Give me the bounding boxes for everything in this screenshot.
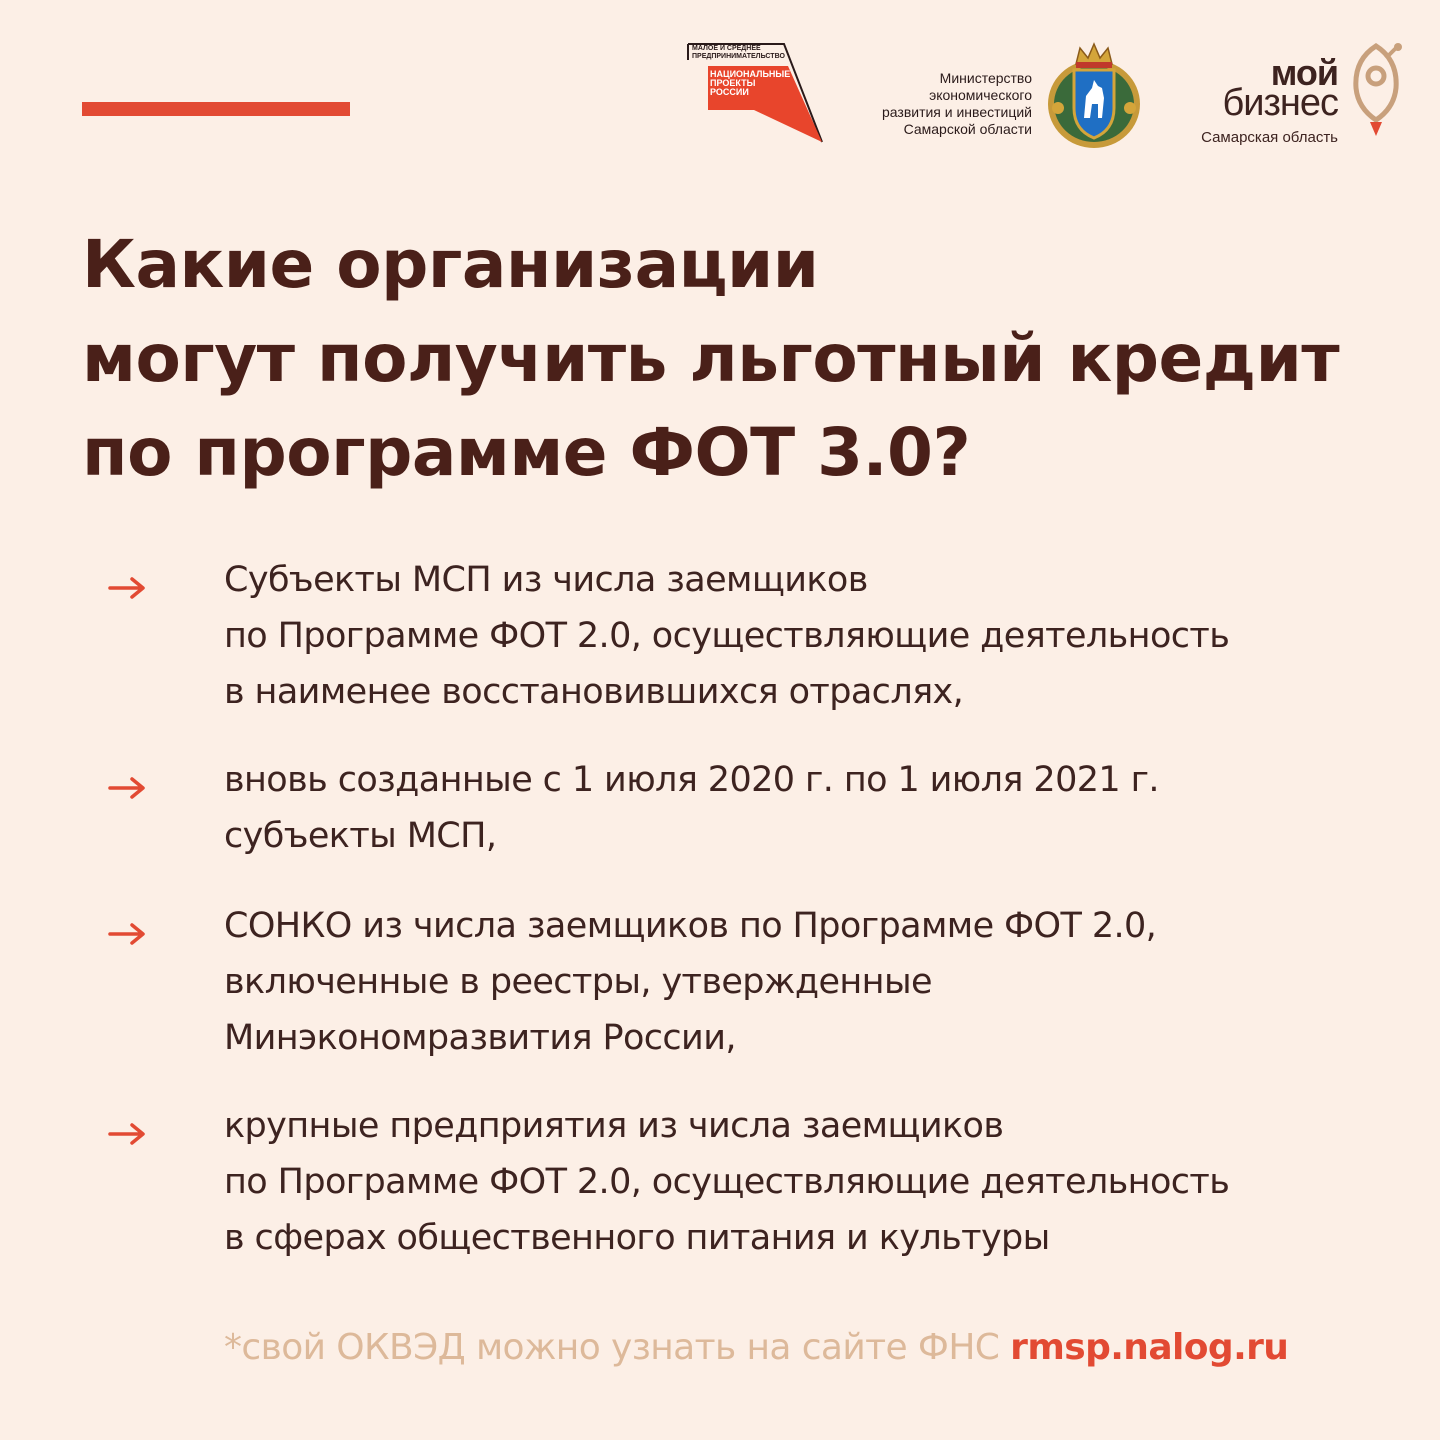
- arrow-right-icon: [108, 1122, 148, 1146]
- rocket-pin-icon: [1346, 42, 1406, 138]
- list-item-line: крупные предприятия из числа заемщиков: [224, 1106, 1004, 1146]
- list-item-text: [224, 898, 1404, 1066]
- ministry-name: Министерство экономического развития и инвестиций Самарской области: [881, 70, 1032, 137]
- list-item-line: по Программе ФОТ 2.0, осуществляющие деятельность: [224, 616, 1230, 656]
- fns-link[interactable]: rmsp.nalog.ru: [1010, 1327, 1289, 1368]
- title-line-1: Какие организации: [82, 226, 819, 303]
- page-title: [82, 218, 1402, 500]
- list-item-text: [224, 752, 1404, 864]
- moy-biznes-line1: мой: [1270, 52, 1338, 93]
- np-logo-top-text: МАЛОЕ И СРЕДНЕЕ ПРЕДПРИНИМАТЕЛЬСТВО: [692, 45, 785, 60]
- list-item-line: в наименее восстановившихся отраслях,: [224, 672, 964, 712]
- coat-of-arms-icon: [1046, 38, 1142, 150]
- list-item-line: по Программе ФОТ 2.0, осуществляющие деятельность: [224, 1162, 1230, 1202]
- moy-biznes-line2: бизнес: [1222, 82, 1338, 124]
- list-item-line: Минэкономразвития России,: [224, 1018, 736, 1058]
- title-line-2: могут получить льготный кредит: [82, 320, 1340, 397]
- moy-biznes-logo: [1188, 52, 1338, 148]
- np-logo-red-text: НАЦИОНАЛЬНЫЕ ПРОЕКТЫ РОССИИ: [710, 69, 791, 97]
- footnote: [224, 1320, 1288, 1376]
- moy-biznes-region: Самарская область: [1201, 129, 1338, 146]
- title-line-3: по программе ФОТ 3.0?: [82, 414, 971, 491]
- national-projects-logo: [684, 42, 826, 144]
- list-item-line: Субъекты МСП из числа заемщиков: [224, 560, 868, 600]
- list-item-text: [224, 552, 1404, 720]
- list-item-line: вновь созданные с 1 июля 2020 г. по 1 июля 2021 г.: [224, 760, 1159, 800]
- list-item-line: субъекты МСП,: [224, 816, 497, 856]
- arrow-right-icon: [108, 776, 148, 800]
- list-item-line: включенные в реестры, утвержденные: [224, 962, 932, 1002]
- arrow-right-icon: [108, 922, 148, 946]
- arrow-right-icon: [108, 576, 148, 600]
- accent-bar: [82, 102, 350, 116]
- list-item-line: СОНКО из числа заемщиков по Программе ФОТ 2.0,: [224, 906, 1157, 946]
- list-item-line: в сферах общественного питания и культуры: [224, 1218, 1050, 1258]
- list-item-text: [224, 1098, 1404, 1266]
- footnote-text: *свой ОКВЭД можно узнать на сайте ФНС: [224, 1327, 1011, 1368]
